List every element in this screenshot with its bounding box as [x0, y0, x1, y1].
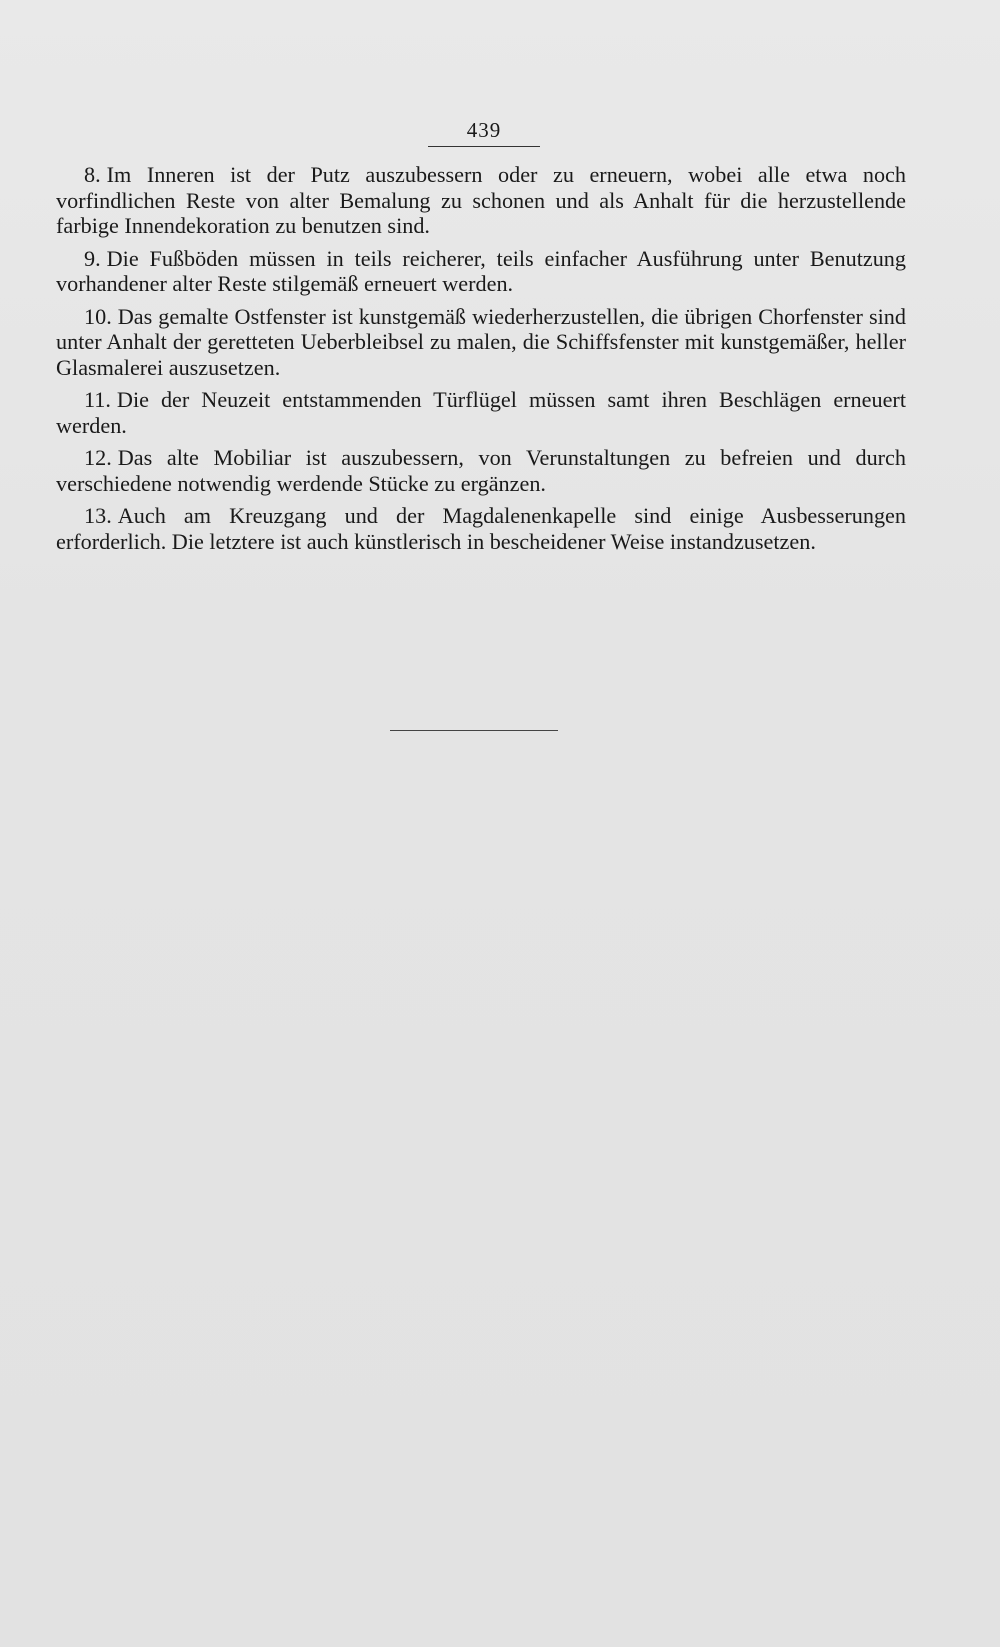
- page-number: 439: [466, 118, 502, 142]
- paragraph-number: 8.: [84, 162, 101, 187]
- paragraph-9: [56, 246, 906, 297]
- paragraph-text: Die der Neuzeit entstammenden Türflügel müssen samt ihren Beschlägen erneuert werden.: [56, 387, 906, 438]
- paragraph-12: [56, 445, 906, 496]
- paragraph-13: [56, 503, 906, 554]
- body-text: [56, 162, 906, 561]
- section-end-rule: [390, 730, 558, 731]
- paragraph-11: [56, 387, 906, 438]
- paragraph-number: 10.: [84, 303, 112, 329]
- paragraph-number: 9.: [84, 245, 101, 271]
- paragraph-number: 12.: [84, 445, 112, 471]
- page-number-block: [428, 118, 540, 142]
- paragraph-text: Die Fußböden müssen in teils reicherer, teils einfacher Ausführung unter Benutzung vorhandener alter Reste stilgemäß erneuert werden.: [56, 245, 906, 297]
- paragraph-number: 13.: [84, 503, 112, 529]
- paragraph-number: 11.: [84, 387, 111, 413]
- paragraph-8: [56, 162, 906, 239]
- paragraph-text: Das alte Mobiliar ist auszubessern, von Verunstaltungen zu befreien und durch verschiedene notwendig werdende Stücke zu ergänzen.: [56, 445, 906, 496]
- paragraph-10: [56, 304, 906, 381]
- paragraph-text: Im Inneren ist der Putz auszubessern oder zu erneuern, wobei alle etwa noch vorfindlichen Reste von alter Bemalung zu schonen und als Anhalt für die herzustellende farbige Innendekoration zu benutzen sind.: [56, 162, 906, 239]
- paragraph-text: Auch am Kreuzgang und der Magdalenenkapelle sind einige Ausbesserungen erforderlich. Die letztere ist auch künstlerisch in bescheidener Weise instandzusetzen.: [56, 503, 906, 554]
- page-number-underline: [428, 146, 540, 147]
- paragraph-text: Das gemalte Ostfenster ist kunstgemäß wiederherzustellen, die übrigen Chorfenster sind unter Anhalt der geretteten Ueberbleibsel zu malen, die Schiffsfenster mit kunstgemäßer, heller Glasmalerei auszusetzen.: [56, 303, 906, 380]
